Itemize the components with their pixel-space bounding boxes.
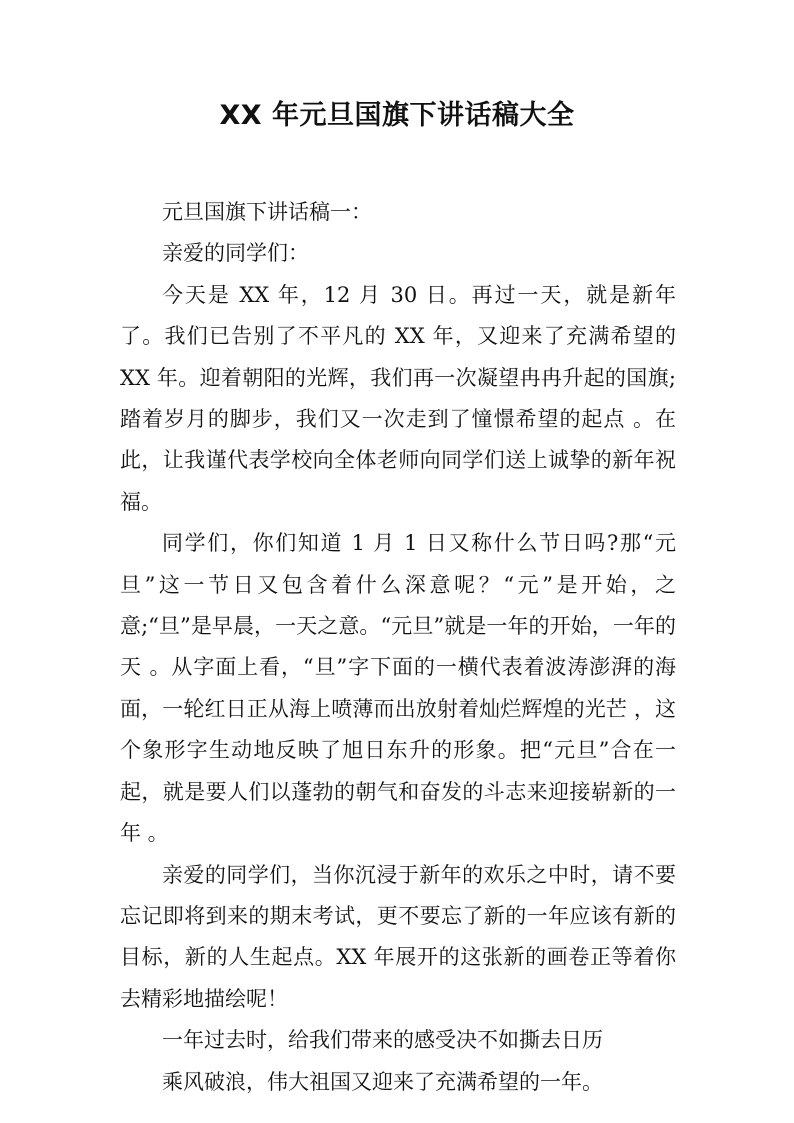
document-title: XX 年元旦国旗下讲话稿大全: [219, 100, 575, 131]
paragraph-2: 同学们，你们知道 1 月 1 日又称什么节日吗?那“元旦”这一节日又包含着什么深意呢？“元”是开始，之意;“旦”是早晨，一天之意。“元旦”就是一年的开始，一年的天 。从字面上看，“旦”字下面的一横代表着波涛澎湃的海面，一轮红日正从海上喷薄而出放射着灿烂辉煌的光芒 ，这个象形字生动地反映了旭日东升的形象。把“元旦”合在一起，就是要人们以蓬勃的朝气和奋发的斗志来迎接崭新的一年 。: [120, 531, 676, 846]
paragraph-3: 亲爱的同学们，当你沉浸于新年的欢乐之中时，请不要忘记即将到来的期末考试，更不要忘了新的一年应该有新的目标，新的人生起点。XX 年展开的这张新的画卷正等着你去精彩地描绘呢！: [120, 862, 676, 1011]
paragraph-4: 一年过去时，给我们带来的感受决不如撕去日历: [162, 1028, 603, 1053]
paragraph-1: 今天是 XX 年，12 月 30 日。再过一天，就是新年了。我们已告别了不平凡的 XX 年，又迎来了充满希望的 XX 年。迎着朝阳的光辉，我们再一次凝望冉冉升起的国旗;踏着岁月的脚步，我们又一次走到了憧憬希望的起点 。在此，让我谨代表学校向全体老师向同学们送上诚挚的新年祝福。: [120, 282, 676, 514]
document-body: [120, 192, 676, 1103]
paragraph-5: 乘风破浪，伟大祖国又迎来了充满希望的一年。: [162, 1069, 603, 1094]
paragraph-heading: 元旦国旗下讲话稿一：: [162, 200, 372, 224]
paragraph-salutation: 亲爱的同学们：: [162, 241, 309, 266]
